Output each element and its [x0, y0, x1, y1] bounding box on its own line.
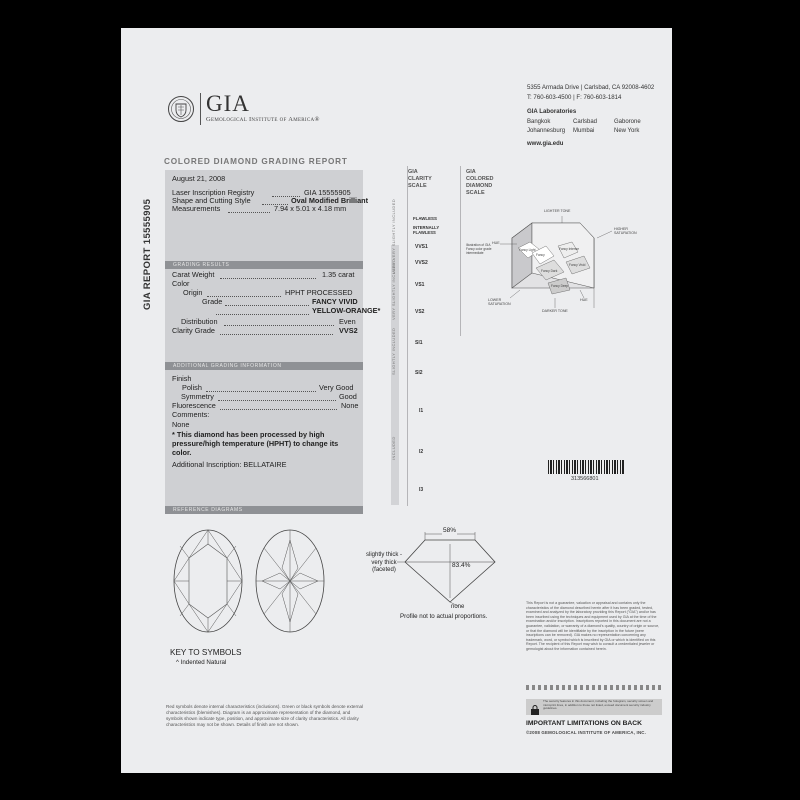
clarity-group-label: VERY VERY SLIGHTLY INCLUDED [391, 198, 396, 274]
clarity-group-label: INCLUDED [391, 436, 396, 460]
key-title: KEY TO SYMBOLS [170, 648, 242, 657]
color-scale-divider [460, 166, 461, 336]
profile-diagram [395, 527, 505, 610]
additional-grading-band: ADDITIONAL GRADING INFORMATION [165, 362, 363, 370]
security-note: The security features in this document, including the hologram, security screen and microprint lines, in addition to those not listed, exceed document security industry guidelines. [543, 699, 654, 711]
color-scale-illustration [462, 198, 642, 328]
dot-leader [220, 409, 337, 410]
dot-leader [220, 278, 316, 279]
logo-divider [200, 93, 201, 125]
dot-leader [218, 400, 336, 401]
color-zone-label: Fancy Deep [551, 284, 569, 288]
field-value: FANCY VIVID [312, 297, 358, 306]
clarity-grade: SI2 [415, 370, 423, 376]
table-percent: 58% [443, 527, 457, 534]
clarity-scale-divider [407, 166, 408, 506]
phone-text: T: 760-603-4500 | F: 760-603-1814 [527, 94, 622, 101]
lab-city: Carlsbad [573, 119, 598, 125]
color-scale-label: LOWER SATURATION [488, 298, 511, 306]
barcode [548, 460, 624, 474]
key-item: ^ Indented Natural [176, 659, 227, 666]
field-label: Finish [172, 374, 192, 383]
profile-caption: Profile not to actual proportions. [400, 613, 488, 620]
report-title: COLORED DIAMOND GRADING REPORT [164, 157, 348, 166]
reference-diagrams-band: REFERENCE DIAGRAMS [165, 506, 363, 514]
field-label: Origin [183, 288, 203, 297]
color-scale-label: LIGHTER TONE [544, 209, 571, 213]
dot-leader [225, 305, 309, 306]
field-value: VVS2 [339, 326, 358, 335]
crown-diagram [172, 528, 244, 634]
lab-city: Gaborone [614, 119, 641, 125]
lab-city: New York [614, 128, 640, 134]
color-scale-label: HUE [492, 241, 500, 245]
field-value: YELLOW-ORANGE* [312, 306, 381, 315]
illustration-note: Illustration of GIA Fancy color grade intermediate [466, 243, 492, 255]
field-label: Distribution [181, 317, 218, 326]
additional-inscription: Additional Inscription: BELLATAIRE [172, 460, 287, 469]
clarity-grade: I3 [419, 487, 424, 493]
side-report-number: GIA REPORT 15555905 [142, 198, 153, 310]
clarity-grade: INTERNALLY FLAWLESS [413, 225, 440, 236]
color-zone-label: Fancy [536, 253, 545, 257]
field-label: Polish [182, 383, 202, 392]
diagram-footnote: Red symbols denote internal characteristics (inclusions). Green or black symbols denote external characteristics (blemishes). Diagram is an approximate representation of the diamond, and symbols shown indicate type, position, and approximate size of clarity characteristics. All clarity characteristics may not be shown. Details of finish are not shown. [166, 704, 364, 727]
copyright: ©2008 GEMOLOGICAL INSTITUTE OF AMERICA, INC. [526, 730, 647, 735]
lab-city: Bangkok [527, 119, 551, 125]
disclaimer-text: This Report is not a guarantee, valuation or appraisal and contains only the characteristics of the diamond described herein after it has been graded, tested, examined and analyzed by the laboratory providing this Report ("GIA") and/or has been inscribed using the techniques and equipment used by GIA at the time of the examination and/or inscription. Inscriptions reported in this document are not a guarantee, validation, or warranty of a diamond's quality, country of origin or source, or that the diamond will be identifiable by the inscription in the future (were inscriptions can be removed). GIA makes no representation concerning any trademark, word, or symbol which is inscribed by GIA or which is identified on this Report. The recipient of this Report may wish to consult a credentialed jeweler or gemologist about the information contained herein. [526, 601, 660, 651]
address-text: 5355 Armada Drive | Carlsbad, CA 92008-4602 [527, 84, 655, 91]
field-label: Fluorescence [172, 401, 216, 410]
color-scale-label: DARKER TONE [542, 309, 568, 313]
lab-city: Johannesburg [527, 128, 566, 134]
clarity-grade: VS1 [415, 282, 425, 288]
field-value: Good [339, 392, 357, 401]
dot-leader [206, 391, 316, 392]
lock-icon [530, 702, 540, 712]
clarity-grade: SI1 [415, 340, 423, 346]
clarity-grade: VS2 [415, 309, 425, 315]
field-label: Shape and Cutting Style [172, 196, 251, 205]
dot-leader [216, 314, 309, 315]
field-label: Measurements [172, 204, 221, 213]
clarity-grade: I2 [419, 449, 424, 455]
depth-percent: 83.4% [452, 562, 471, 569]
field-value: HPHT PROCESSED [285, 288, 353, 297]
clarity-grade: FLAWLESS [413, 216, 437, 221]
hpht-note: * This diamond has been processed by high pressure/high temperature (HPHT) to change its color. [172, 430, 339, 458]
field-value: GIA 15555905 [304, 188, 351, 197]
comments-value: None [172, 420, 190, 429]
gia-seal-icon [167, 95, 195, 123]
logo-subtitle: Gemological Institute of America® [206, 116, 320, 123]
field-label: Grade [202, 297, 223, 306]
field-label: Carat Weight [172, 270, 215, 279]
labs-title: GIA Laboratories [527, 108, 577, 115]
field-value: Oval Modified Brilliant [291, 196, 369, 205]
dot-leader [228, 212, 270, 213]
girdle-text: slightly thick - very thick (faceted) [366, 552, 403, 573]
lab-city: Mumbai [573, 128, 595, 134]
clarity-grade: VVS1 [415, 244, 428, 250]
field-label: Symmetry [181, 392, 214, 401]
clarity-group-label: SLIGHTLY INCLUDED [391, 327, 396, 375]
clarity-grade: I1 [419, 408, 424, 414]
important-limitations: IMPORTANT LIMITATIONS ON BACK [526, 720, 642, 727]
color-zone-label: Fancy Light [519, 248, 536, 252]
microprint-line [526, 685, 662, 690]
field-value: Very Good [319, 383, 354, 392]
logo-text: GIA [206, 91, 250, 116]
field-value: None [341, 401, 359, 410]
dot-leader [220, 334, 333, 335]
pavilion-diagram [254, 528, 326, 634]
field-label: Color [172, 279, 190, 288]
website-link[interactable]: www.gia.edu [527, 141, 564, 147]
barcode-number: 313566801 [571, 476, 599, 482]
dot-leader [224, 325, 334, 326]
color-zone-label: Fancy Intense [559, 247, 580, 251]
clarity-group-label: VERY SLIGHTLY INCLUDED [391, 258, 396, 320]
field-value: 7.94 x 5.01 x 4.18 mm [274, 204, 347, 213]
grading-results-band: GRADING RESULTS [165, 261, 363, 269]
field-value: Even [339, 317, 356, 326]
report-date: August 21, 2008 [172, 174, 226, 183]
field-label: Clarity Grade [172, 326, 215, 335]
culet-text: none [451, 604, 465, 610]
color-scale-label: HIGHER SATURATION [614, 227, 637, 235]
color-scale-label: HUE [580, 298, 588, 302]
field-value: 1.35 carat [322, 270, 355, 279]
color-zone-label: Fancy Vivid [569, 263, 586, 267]
color-zone-label: Fancy Dark [541, 269, 558, 273]
clarity-grade: VVS2 [415, 260, 428, 266]
field-label: Comments: [172, 410, 210, 419]
field-label: Laser Inscription Registry [172, 188, 255, 197]
